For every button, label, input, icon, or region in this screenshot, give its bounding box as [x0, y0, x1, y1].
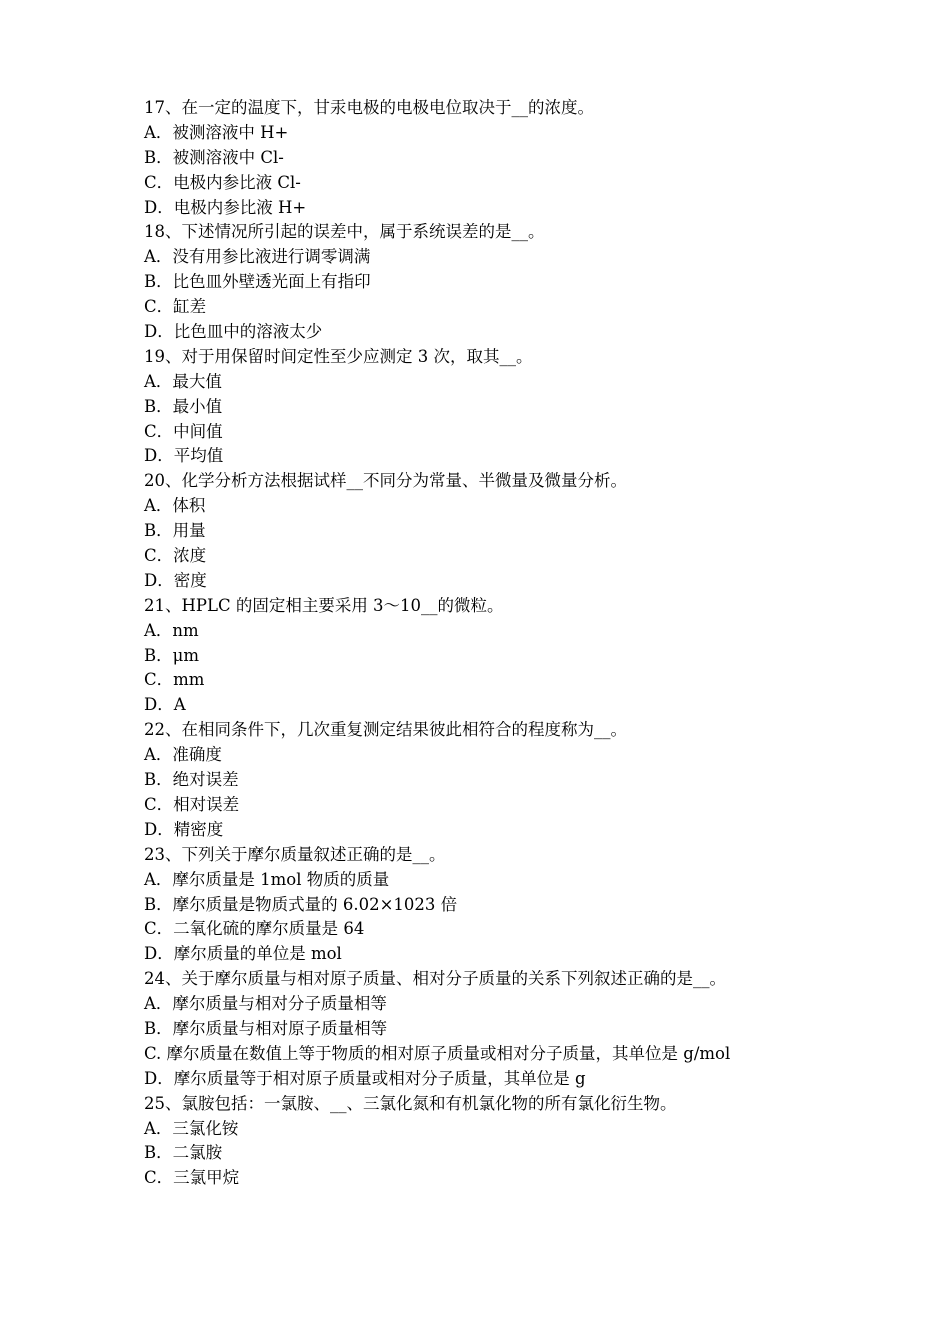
- answer-option: B．最小值: [144, 396, 223, 416]
- answer-option: C．电极内参比液 Cl-: [144, 172, 301, 192]
- answer-option: C．相对误差: [144, 794, 240, 814]
- answer-option: A．最大值: [144, 371, 222, 391]
- question-block: [144, 220, 824, 344]
- answer-option: D．电极内参比液 H+: [144, 197, 307, 217]
- question-stem: 18、下述情况所引起的误差中，属于系统误差的是__。: [144, 222, 545, 242]
- answer-option: D．平均值: [144, 446, 224, 466]
- answer-option: C．缸差: [144, 297, 207, 317]
- answer-option: B．摩尔质量是物质式量的 6.02×1023 倍: [144, 894, 458, 914]
- question-block: [144, 345, 824, 469]
- question-stem: 22、在相同条件下，几次重复测定结果彼此相符合的程度称为__。: [144, 720, 627, 740]
- question-block: [144, 843, 824, 967]
- answer-option: B．绝对误差: [144, 770, 239, 790]
- answer-option: D．摩尔质量的单位是 mol: [144, 944, 342, 964]
- question-block: [144, 469, 824, 593]
- answer-option: C．三氯甲烷: [144, 1168, 240, 1188]
- answer-option: A．被测溶液中 H+: [144, 122, 289, 142]
- answer-option: A．准确度: [144, 745, 222, 765]
- question-block: [144, 594, 824, 718]
- question-block: [144, 718, 824, 842]
- question-stem: 23、下列关于摩尔质量叙述正确的是__。: [144, 844, 446, 864]
- question-stem: 24、关于摩尔质量与相对原子质量、相对分子质量的关系下列叙述正确的是__。: [144, 969, 726, 989]
- question-stem: 25、氯胺包括：一氯胺、__、三氯化氮和有机氯化物的所有氯化衍生物。: [144, 1093, 677, 1113]
- question-block: [144, 967, 824, 1091]
- answer-option: A．摩尔质量与相对分子质量相等: [144, 994, 387, 1014]
- answer-option: B．用量: [144, 521, 206, 541]
- answer-option: B．μm: [144, 645, 199, 665]
- answer-option: D．密度: [144, 570, 207, 590]
- answer-option: A．摩尔质量是 1mol 物质的质量: [144, 869, 390, 889]
- answer-option: D．摩尔质量等于相对原子质量或相对分子质量，其单位是 g: [144, 1068, 586, 1088]
- answer-option: C. 摩尔质量在数值上等于物质的相对原子质量或相对分子质量，其单位是 g/mol: [144, 1043, 731, 1063]
- answer-option: B．比色皿外壁透光面上有指印: [144, 272, 371, 292]
- document-page: [144, 96, 824, 1191]
- question-stem: 19、对于用保留时间定性至少应测定 3 次，取其__。: [144, 346, 533, 366]
- answer-option: C．二氧化硫的摩尔质量是 64: [144, 919, 365, 939]
- answer-option: C．中间值: [144, 421, 223, 441]
- question-block: [144, 96, 824, 220]
- answer-option: B．摩尔质量与相对原子质量相等: [144, 1018, 388, 1038]
- question-stem: 21、HPLC 的固定相主要采用 3～10__的微粒。: [144, 595, 504, 615]
- answer-option: D．比色皿中的溶液太少: [144, 322, 323, 342]
- answer-option: A．三氯化铵: [144, 1118, 239, 1138]
- answer-option: C．mm: [144, 670, 205, 690]
- answer-option: B．二氯胺: [144, 1143, 223, 1163]
- question-stem: 17、在一定的温度下，甘汞电极的电极电位取决于__的浓度。: [144, 98, 594, 117]
- answer-option: D．A: [144, 695, 186, 715]
- answer-option: A．体积: [144, 496, 206, 516]
- answer-option: C．浓度: [144, 546, 207, 566]
- question-block: [144, 1092, 824, 1192]
- answer-option: D．精密度: [144, 819, 224, 839]
- answer-option: B．被测溶液中 Cl-: [144, 147, 284, 167]
- question-stem: 20、化学分析方法根据试样__不同分为常量、半微量及微量分析。: [144, 471, 627, 491]
- answer-option: A．nm: [144, 620, 199, 640]
- answer-option: A．没有用参比液进行调零调满: [144, 247, 371, 267]
